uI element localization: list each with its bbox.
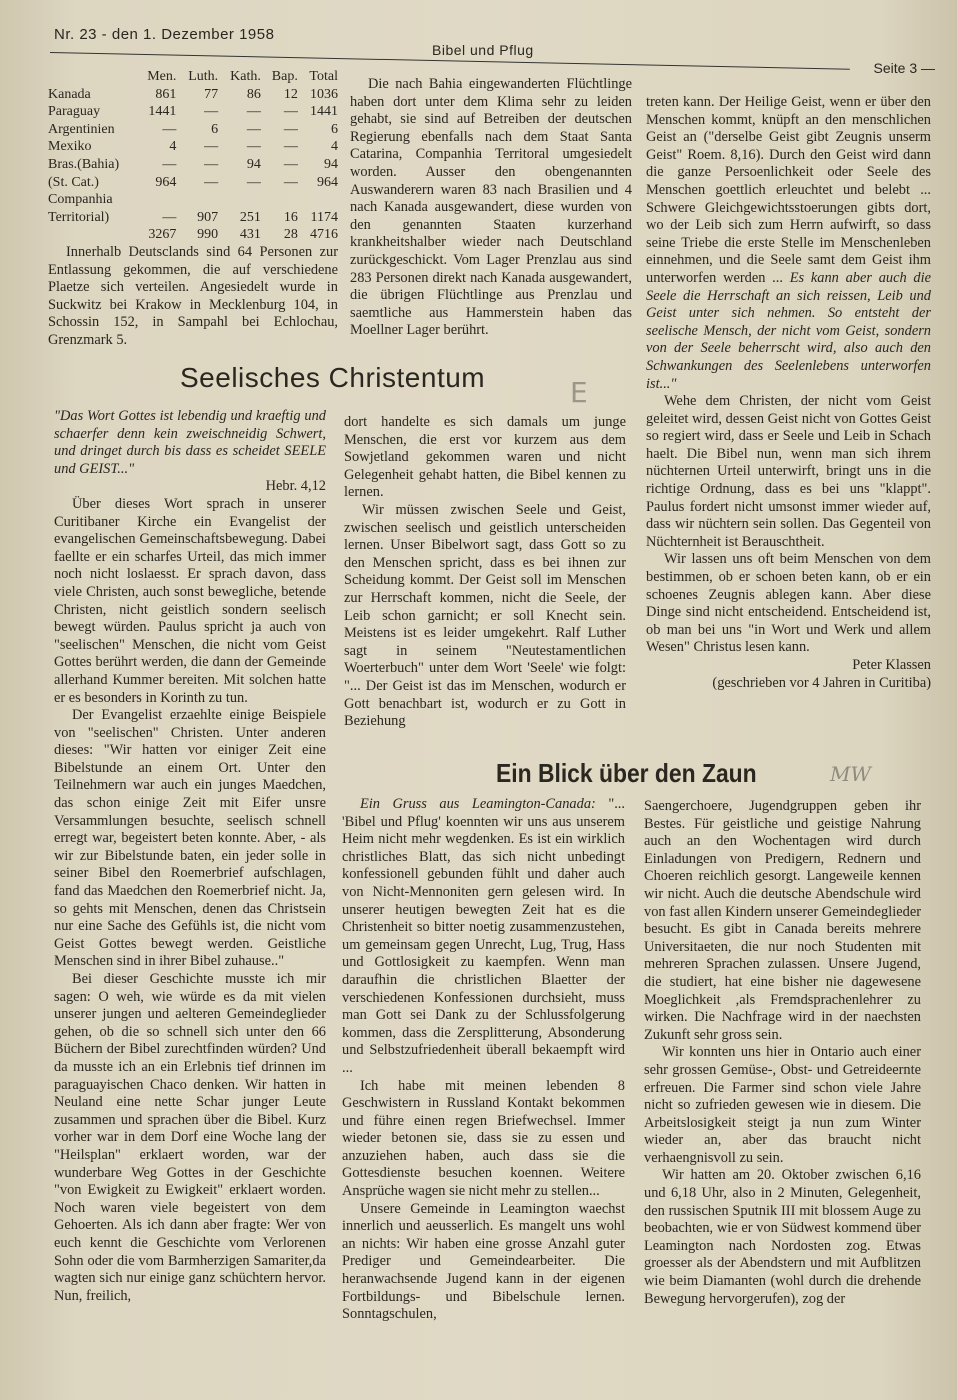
- stats-cell: [261, 191, 298, 209]
- woe-paragraph: Wehe dem Christen, der nicht vom Geist geleitet wird, dessen Geist nicht von Gottes Geist so regiert wird, dass er Seele und Leib in Schach haelt. Die Bibel nun, wenn man sich ihrem nüchternen Urteil unterwirft, bringt uns in die richtige Ordnung, dass es bei uns "klappt". Paulus fordert nicht umsonst immer wieder auf, dass wir nüchtern sein sollen. Das Gegenteil von Nüchternheit ist Berauschtheit.: [646, 393, 931, 550]
- stats-row-label: Paraguay: [48, 104, 101, 120]
- stats-cell: [298, 191, 338, 209]
- stats-col-header: Bap.: [271, 69, 298, 84]
- stats-cell: —: [204, 174, 219, 190]
- stats-row-label: Territorial): [48, 209, 110, 225]
- stats-row-label: Kanada: [48, 86, 91, 102]
- stats-cell: —: [283, 121, 298, 137]
- stats-cell: —: [162, 121, 177, 137]
- stats-row: [48, 226, 338, 244]
- stats-cell: 4: [169, 139, 177, 155]
- author-note: (geschrieben vor 4 Jahren in Curitiba): [712, 674, 931, 691]
- stats-row: [48, 86, 338, 104]
- stats-cell: 1174: [310, 209, 338, 225]
- stats-paragraph: Innerhalb Deutsclands sind 64 Personen zur Entlassung gekommen, die auf verschiedene Plaetze sich verteilen. Angesiedelt wurde in Suckwitz bei Krakow in Mecklenburg 104, in Schossin 152, in Sampahl bei Echlochau, Grenzmark 5.: [48, 243, 338, 348]
- author-name: Peter Klassen: [852, 657, 931, 673]
- stats-cell: —: [283, 156, 298, 172]
- bible-quote-source: Hebr. 4,12: [265, 478, 326, 495]
- article2-column-2: [644, 798, 921, 1308]
- article1-column-2: [344, 414, 626, 731]
- page-number: Seite 3 —: [873, 60, 935, 76]
- stats-cell: 28: [283, 227, 298, 243]
- stats-cell: 431: [239, 227, 261, 243]
- article2-paragraph-5: Wir konnten uns hier in Ontario auch einer sehr grossen Gemüse-, Obst- und Getreideernte erfreuen. Die Farmer sind schon viele Jahre nicht so zufrieden gewesen wie in diesem. Die Arbeitslosigkeit steigt ja nun zum Winter wieder an, aber das braucht nicht verhaengnisvoll zu sein.: [644, 1044, 921, 1166]
- stats-cell: 6: [331, 121, 338, 137]
- headline-seelisches-christentum: Seelisches Christentum: [180, 362, 486, 393]
- article1-paragraph-4: dort handelte es sich damals um junge Menschen, die erst vor kurzem aus dem Sowjetland gekommen waren und nicht Gelegenheit gehabt hatten, die Bibel kennen zu lernen.: [344, 414, 626, 501]
- stats-col-header: Total: [309, 69, 338, 84]
- article2-paragraph-3: Unsere Gemeinde in Leamington waechst innerlich und aeusserlich. Es mangelt uns wohl an nichts: Wir haben eine grosse Anzahl guter Prediger und Gemeindearbeiter. Die heranwachsende Jugend kann in der eigenen Fortbildungs- und Bibelschule lernen. Sonntagschulen,: [342, 1200, 625, 1323]
- bahia-paragraph: Die nach Bahia eingewanderten Flüchtlinge haben dort unter dem Klima sehr zu leiden gehabt, sie sind auf Betreiben der deutschen Regierung ebenfalls nach dem Staat Santa Catarina, Companhia Territoral umgesiedelt worden. Ausser den obengenannten Auswanderern waren 83 nach Brasilien und 4 nach Kanada ausgewandert, diese wurden von den genannten Staaten kurzerhand krankheitshalber wieder nach Deutschland zurückgeschickt. Vom Lager Prenzlau aus sind 283 Personen direkt nach Kanada ausgewandert, die übrigen Flüchtlinge aus Prenzlau und saemtliche aus Hammerstein haben das Moellner Lager berührt.: [350, 76, 632, 339]
- stats-cell: —: [283, 139, 298, 155]
- article1-paragraph-5: Wir müssen zwischen Seele und Geist, zwischen seelisch und geistlich unterscheiden lernen. Unser Bibelwort sagt, dass Gott so zu den Menschen spricht, dass es bei ihnen zur Scheidung kommt. Der Geist soll im Menschen zur Herrschaft kommen, nicht die Seele, der Leib schon garnicht; er soll Knecht sein. Meistens ist es leider umgekehrt. Ralf Luther sagt in seinem "Neutestamentlichen Woerterbuch" unter dem Wort 'Seele' wie folgt: "... Der Geist ist das im Menschen, wodurch er Gott benachbart ist, wodurch er zu Gott in Beziehung: [344, 501, 626, 730]
- stats-row-label: [48, 226, 136, 244]
- handwritten-mark-e: E: [570, 376, 588, 409]
- article2-paragraph-4: Saengerchoere, Jugendgruppen geben ihr Bestes. Für geistliche und geistige Nahrung auch an den Wochentagen wird durch Einladungen von Predigern, Rednern und Choeren reichlich gesorgt. Langeweile kennen wir nicht. Auch die deutsche Abendschule wird von fast allen Kindern unserer Gemeindeglieder besucht. Es gibt in Canada bereits mehrere Universitaeten, die nur noch Studenten mit mehreren Sprachen zulassen. Unsere Jugend, die studiert, hat eine bisher nie dagewesene Moeglichkeit ,als Fremdsprachenlehrer zu wirken. Die Nachfrage wird in der naechsten Zukunft sehr gross sein.: [644, 798, 921, 1043]
- stats-cell: [218, 191, 261, 209]
- column-3-top: [646, 94, 931, 692]
- article1-paragraph-3: Bei dieser Geschichte musste ich mir sagen: O weh, wie würde es da mit vielen unserer jungen und aelteren Gemeindeglieder gehen, ob die so schnell sich unter den 66 Büchern der Bibel zurechtfinden würden? Und da musste ich an ein Erlebnis tief drinnen im paraguayischen Chaco denken. Wir hatten in Neuland eine nette Schar junger Leute zusammen und sprachen über die Bibel. Kurz vorher war in dem Dorf eine Woche lang der "Heilsplan" erklaert worden, war der wunderbare Weg Gottes in der Geschichte "von Ewigkeit zu Ewigkeit" erklaert worden. Noch waren viele begeistert von dem Gehoerten. Als ich dann aber fragte: Wer von euch kennt die Geschichte vom Verlorenen Sohn oder die vom Barmherzigen Samariter,da wagten sich nur einige ganz schüchtern hervor. Nun, freilich,: [54, 971, 326, 1304]
- article2-column-1: [342, 796, 625, 1324]
- stats-row: [48, 191, 338, 209]
- stats-cell: —: [246, 121, 261, 137]
- stats-cell: 1441: [148, 104, 177, 120]
- stats-cell: —: [246, 139, 261, 155]
- stats-cell: 861: [155, 86, 177, 102]
- article1-paragraph-2: Der Evangelist erzaehlte einige Beispiele von "seelischen" Christen. Unter anderen dieses: "Wir hatten vor einiger Zeit eine Bibelstunde an einem Ort. Unter den Teilnehmern war auch ein junges Maedchen, das schon einige Zeit mit Eifer unsre Versammlungen besuchte, seelisch schnell erregt war, begeistert beten konnte. Aber, - als wir zur Bibelstunde baten, ein jeder solle in seiner Bibel den Roemerbrief aufschlagen, fand das Maedchen den Roemerbrief nicht. Ja, so gehts mit Menschen, denen das Christsein nur eine Sache des Gefühls ist, die nicht vom Geist Gottes bewegt werden. Geistliche Menschen sind in ihrer Bibel zuhause..": [54, 707, 326, 970]
- stats-cell: 964: [155, 174, 177, 190]
- stats-cell: —: [204, 104, 219, 120]
- spirit-paragraph: treten kann. Der Heilige Geist, wenn er über den Menschen kommt, knüpft an den menschlichen Geist an ("derselbe Geist gibt Zeugnis unserm Geist" Roem. 8,16). Durch den Geist wird dann die ganze Persoenlichkeit oder Seele des Menschen goettlich erleuchtet und belebt ... Schwere Gleichgewichtsstoerungen gibts dort, wo der Leib sich zum Herrn aufwirft, so dass seine Triebe die erste Stelle im Menschenleben einnehmen, und die Seele samt dem Geist ihm unterworfen werden ... Es kann aber auch die Seele die Herrschaft an sich reissen, Leib und Geist unter sich nehmen. So entsteht der seelische Mensch, der nicht vom Geist, sondern von der Seele beherrscht wird, also auch den Schwankungen des Seelenlebens unterworfen ist...": [646, 94, 932, 392]
- emigration-stats: [48, 68, 338, 350]
- article2-paragraph-1: Ein Gruss aus Leamington-Canada: "... 'Bibel und Pflug' koennten wir uns aus unserem Heim nicht mehr wegdenken. Es ist ein wirklich christliches Blatt, das sich nicht unbedingt konfessionell gebunden fühlt und daher auch von Nicht-Mennoniten gern gelesen wird. In unserer heutigen bewegten Zeit hat es die Christenheit so bitter noetig zusammenzustehen, um gemeinsam gegen Unrecht, Lug, Trug, Hass und Gottlosigkeit zu kaempfen. Wenn man daraufhin die christlichen Blaetter der verschiedenen Konfessionen durchsieht, muss man Gott sei Dank zu der Schlussfolgerung kommen, dass die Zersplitterung, Absonderung und Selbstzufriedenheit überall bekaempft wird ...: [342, 796, 625, 1076]
- stats-cell: 1036: [310, 86, 338, 102]
- stats-cell: 86: [246, 86, 261, 102]
- article1-paragraph-1: Über dieses Wort sprach in unserer Curitibaner Kirche ein Evangelist der evangelischen Gemeinschaftsbewegung. Dabei faellte er ein scharfes Urteil, das mich immer noch nicht loslaesst. Er sprach davon, dass viele Christen, auch sonst bewegliche, betende Christen, nicht geistlich sondern seelisch bewegt würden. Paulus spricht ja auch von "seelischen" Menschen, die nicht vom Geist Gottes berührt werden, die dann der Gemeinde allerhand Kummer bereiten. Mit solchen hatte er es besonders in Korinth zu tun.: [54, 495, 326, 706]
- stats-cell: 964: [317, 174, 338, 190]
- stats-cell: 251: [239, 209, 261, 225]
- stats-col-header: [48, 68, 136, 86]
- stats-cell: 3267: [148, 227, 177, 243]
- handwritten-mark-mw: MW: [830, 762, 872, 786]
- masthead-title: Bibel und Pflug: [432, 42, 534, 58]
- stats-col-header: Kath.: [230, 69, 261, 84]
- stats-cell: —: [204, 139, 219, 155]
- article2-paragraph-2: Ich habe mit meinen lebenden 8 Geschwistern in Russland Kontakt bekommen und führe einen regen Briefwechsel. Immer wieder betonen sie, dass sie zu essen und anzuziehen haben, auch dass sie die Gottesdienste besuchen koennen. Weitere Ansprüche wagen sie nicht mehr zu stellen...: [342, 1077, 625, 1200]
- article2-paragraph-6: Wir hatten am 20. Oktober zwischen 6,16 und 6,18 Uhr, also in 2 Minuten, Gelegenheit, den russischen Sputnik III mit blossem Auge zu beobachten, wie er von Südwest kommend über Leamington nach Nordosten zog. Etwas groesser als der Abendstern und mit Aufblitzen wie beim Diamanten (wohl durch die drehende Bewegung hervorgerufen), zog der: [644, 1167, 921, 1307]
- stats-cell: —: [162, 209, 177, 225]
- stats-cell: —: [246, 104, 261, 120]
- judge-paragraph: Wir lassen uns oft beim Menschen von dem bestimmen, ob er schoen beten kann, ob er ein schoenes Zeugnis ablegen kann. Aber diese Dinge sind nicht entscheidend. Entscheidend ist, ob man bei uns "in Wort und Werk und allem Wesen" Christus lesen kann.: [646, 551, 931, 656]
- stats-cell: [136, 191, 177, 209]
- article1-column-1: [54, 408, 326, 1305]
- bible-quote: "Das Wort Gottes ist lebendig und kraeftig und schaerfer denn kein zweischneidig Schwert, und dringet durch bis dass es scheidet SEELE und GEIST...": [54, 408, 326, 477]
- stats-row-label: (St. Cat.): [48, 174, 99, 190]
- stats-row: [48, 156, 338, 174]
- stats-cell: 907: [197, 209, 219, 225]
- stats-cell: 12: [283, 86, 298, 102]
- column-2-top: [350, 76, 632, 340]
- stats-cell: 6: [211, 121, 219, 137]
- headline-blick-ueber-den-zaun: Ein Blick über den Zaun: [496, 758, 757, 788]
- stats-cell: 4: [331, 139, 338, 155]
- issue-date: Nr. 23 - den 1. Dezember 1958: [54, 26, 275, 43]
- stats-cell: 77: [204, 86, 219, 102]
- stats-row: [48, 138, 338, 156]
- stats-row-label: Argentinien: [48, 121, 115, 137]
- stats-row: [48, 121, 338, 139]
- stats-cell: 4716: [310, 227, 338, 243]
- stats-cell: —: [246, 174, 261, 190]
- stats-cell: [176, 191, 218, 209]
- stats-cell: —: [283, 104, 298, 120]
- stats-cell: 94: [324, 156, 338, 172]
- stats-col-header: Men.: [147, 69, 177, 84]
- stats-cell: 16: [283, 209, 298, 225]
- stats-cell: 1441: [310, 104, 338, 120]
- stats-row-label: Mexiko: [48, 139, 92, 155]
- stats-col-header: Luth.: [188, 69, 219, 84]
- stats-cell: —: [204, 156, 219, 172]
- stats-row: [48, 174, 338, 192]
- stats-cell: 94: [246, 156, 261, 172]
- stats-cell: —: [162, 156, 177, 172]
- stats-row: [48, 103, 338, 121]
- stats-table: [48, 68, 338, 244]
- stats-row-label: Bras.(Bahia): [48, 156, 120, 172]
- stats-cell: —: [283, 174, 298, 190]
- stats-row: [48, 209, 338, 227]
- stats-row-label: Companhia: [48, 192, 113, 208]
- stats-cell: 990: [197, 227, 219, 243]
